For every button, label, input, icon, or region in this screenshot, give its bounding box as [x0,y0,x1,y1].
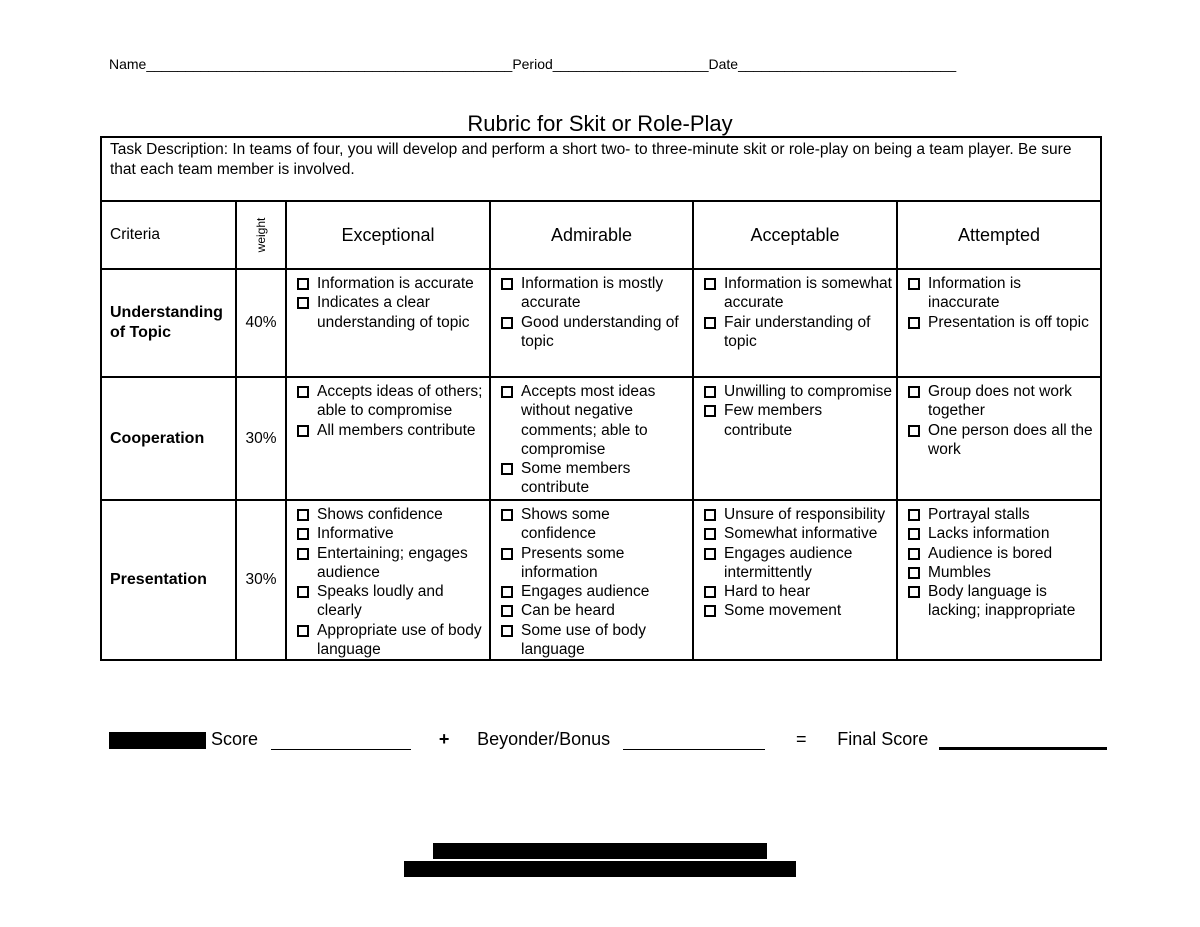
checklist-item[interactable] [295,524,485,543]
rubric-cell-exceptional [286,500,490,660]
bonus-label: Beyonder/Bonus [477,729,611,749]
checklist-item-text: Presentation is off topic [928,313,1089,331]
level-header-attempted: Attempted [897,201,1101,269]
checklist-item[interactable] [702,313,892,352]
checkbox-icon[interactable] [908,567,920,579]
score-label: Score [211,729,259,749]
checklist-item-text: Some members contribute [521,460,631,497]
checklist-item-text: Hard to hear [724,583,811,601]
footer-course: Career Preparation: Team Work and Leadership Skills [432,843,768,859]
checklist-item[interactable] [906,505,1096,524]
checkbox-icon[interactable] [704,278,716,290]
row-presentation [101,500,1101,660]
checkbox-icon[interactable] [297,425,309,437]
checkbox-icon[interactable] [297,297,309,309]
checklist-item-text: Fair understanding of topic [724,313,871,350]
name-label: Name [109,56,147,72]
criterion-name: Cooperation [101,377,236,500]
checkbox-icon[interactable] [297,386,309,398]
checkbox-icon[interactable] [501,586,513,598]
checkbox-icon[interactable] [704,317,716,329]
checklist-item[interactable] [702,505,892,524]
final-score-blank[interactable] [939,729,1107,750]
task-description: Task Description: In teams of four, you will develop and perform a short two- to three-minute skit or role-play on being a team player. Be sure that each team member is involved. [101,137,1101,201]
checklist-item[interactable] [295,293,485,332]
checklist-item[interactable] [499,274,688,313]
criterion-weight: 30% [236,377,286,500]
rubric-cell-attempted [897,377,1101,500]
checklist-item-text: Informative [317,525,394,543]
page-title: Rubric for Skit or Role-Play [467,111,733,136]
rubric-cell-admirable [490,500,693,660]
plus-sign: + [438,729,450,749]
checkbox-icon[interactable] [908,386,920,398]
checklist-item-text: Lacks information [928,525,1050,543]
checklist-item[interactable] [906,313,1096,332]
checkbox-icon[interactable] [501,317,513,329]
checklist-item[interactable] [702,401,892,440]
footer-line-1 [0,843,1200,860]
criterion-name: Understanding of Topic [101,269,236,377]
score-blank[interactable] [271,731,411,750]
checkbox-icon[interactable] [704,528,716,540]
checklist-item[interactable] [906,524,1096,543]
checklist-item[interactable] [295,544,485,583]
checkbox-icon[interactable] [297,509,309,521]
checklist-item-text: Shows some confidence [521,506,610,543]
checkbox-icon[interactable] [501,509,513,521]
checklist-item-text: Information is inaccurate [928,275,1022,312]
weight-header-cell [236,201,286,269]
checklist-item-text: Appropriate use of body language [317,621,482,659]
level-header-exceptional: Exceptional [286,201,490,269]
checklist-item-text: Some use of body language [521,621,646,659]
checklist-item-text: Information is accurate [317,275,474,292]
rubric-cell-attempted [897,500,1101,660]
checklist-item[interactable] [499,382,688,459]
checkbox-icon[interactable] [501,386,513,398]
checkbox-icon[interactable] [908,509,920,521]
checklist-item-text: Information is mostly accurate [521,275,664,312]
checklist-item-text: Unsure of responsibility [724,506,886,523]
checkbox-icon[interactable] [704,386,716,398]
checklist-item[interactable] [295,505,485,524]
header-row [101,201,1101,269]
student-info-line [109,56,1099,72]
checklist-item-text: One person does all the work [928,421,1093,458]
checklist-item-text: Shows confidence [317,506,443,523]
criterion-name: Presentation [101,500,236,660]
weight-header: weight [254,217,268,253]
checklist-item[interactable] [906,582,1096,621]
checklist-item-text: All members contribute [317,421,476,439]
checklist-item-text: Entertaining; engages audience [317,544,468,581]
checklist-item[interactable] [906,563,1096,582]
checklist-item-text: Audience is bored [928,544,1053,562]
checklist-item[interactable] [702,544,892,583]
checkbox-icon[interactable] [704,405,716,417]
checkbox-icon[interactable] [501,625,513,637]
checkbox-icon[interactable] [908,317,920,329]
final-score-label: Final Score [837,729,929,749]
checklist-item[interactable] [499,544,688,583]
checkbox-icon[interactable] [501,605,513,617]
checklist-item[interactable] [499,313,688,352]
checklist-item-text: Portrayal stalls [928,506,1030,523]
checklist-item-text: Body language is lacking; inappropriate [928,583,1076,620]
checklist-item[interactable] [702,382,892,401]
checkbox-icon[interactable] [501,278,513,290]
checkbox-icon[interactable] [501,463,513,475]
checklist-item-text: Somewhat informative [724,525,878,543]
checklist-item[interactable] [499,505,688,544]
checklist-item[interactable] [295,621,485,660]
checklist-item[interactable] [702,601,892,620]
equals-sign: = [795,729,807,749]
checklist-item-text: Presents some information [521,544,625,581]
criteria-header: Criteria [101,201,236,269]
checklist-item-text: Information is somewhat accurate [724,275,892,312]
checklist-item[interactable] [906,544,1096,563]
checklist-item-text: Few members contribute [724,402,823,439]
checklist-item[interactable] [702,274,892,313]
checkbox-icon[interactable] [908,586,920,598]
row-understanding-of-topic [101,269,1101,377]
date-label: Date [708,56,739,72]
checklist-item[interactable] [906,382,1096,421]
checklist-item[interactable] [906,274,1096,313]
rubric-cell-acceptable [693,269,897,377]
checkbox-icon[interactable] [704,586,716,598]
checklist-item-text: Engages audience [521,583,650,601]
rubric-cell-acceptable [693,377,897,500]
checklist-item[interactable] [499,621,688,660]
period-blank[interactable]: ____________________ [552,56,709,72]
checklist-item[interactable] [499,459,688,498]
checklist-item[interactable] [499,601,688,620]
checkbox-icon[interactable] [704,605,716,617]
rubric-cell-admirable [490,377,693,500]
checklist-item[interactable] [295,274,485,293]
checkbox-icon[interactable] [704,509,716,521]
rubric-cell-exceptional [286,377,490,500]
rubric-cell-attempted [897,269,1101,377]
level-header-admirable: Admirable [490,201,693,269]
criterion-weight: 30% [236,500,286,660]
checklist-item-text: Speaks loudly and clearly [317,583,444,620]
checklist-item[interactable] [295,582,485,621]
checkbox-icon[interactable] [297,278,309,290]
checklist-item-text: Group does not work together [928,383,1072,420]
bonus-blank[interactable] [623,731,765,750]
checklist-item-text: Unwilling to compromise [724,383,892,400]
date-blank[interactable]: ____________________________ [738,56,957,72]
checkbox-icon[interactable] [297,528,309,540]
period-label: Period [512,56,553,72]
rubric-cell-admirable [490,269,693,377]
checklist-item[interactable] [499,582,688,601]
checklist-item-text: Mumbles [928,563,991,581]
checklist-item-text: Good understanding of topic [521,313,679,350]
checkbox-icon[interactable] [908,528,920,540]
rubric-table [100,136,1102,661]
checklist-item-text: Can be heard [521,602,615,620]
checklist-item[interactable] [295,421,485,440]
level-header-acceptable: Acceptable [693,201,897,269]
name-blank[interactable]: _______________________________________________ [146,56,513,72]
checkbox-icon[interactable] [297,586,309,598]
checklist-item[interactable] [702,582,892,601]
checklist-item-text: Accepts most ideas without negative comments; able to compromise [521,383,656,458]
checkbox-icon[interactable] [297,625,309,637]
footer-copyright: Copyright © Texas Education Agency, 2014. All rights reserved. [404,861,796,877]
rubric-cell-exceptional [286,269,490,377]
checklist-item-text: Engages audience intermittently [724,544,853,581]
checkbox-icon[interactable] [908,278,920,290]
checkbox-icon[interactable] [908,425,920,437]
score-line [109,729,1107,753]
row-cooperation [101,377,1101,500]
checkbox-icon[interactable] [501,548,513,560]
redacted-label [109,732,206,749]
checkbox-icon[interactable] [704,548,716,560]
checklist-item-text: Some movement [724,602,842,620]
checklist-item-text: Accepts ideas of others; able to compromise [317,383,483,420]
footer-line-2 [0,861,1200,878]
checklist-item[interactable] [906,421,1096,460]
checklist-item[interactable] [702,524,892,543]
checklist-item-text: Indicates a clear understanding of topic [317,294,470,331]
task-description-row [101,137,1101,201]
checkbox-icon[interactable] [297,548,309,560]
checklist-item[interactable] [295,382,485,421]
rubric-cell-acceptable [693,500,897,660]
checkbox-icon[interactable] [908,548,920,560]
criterion-weight: 40% [236,269,286,377]
